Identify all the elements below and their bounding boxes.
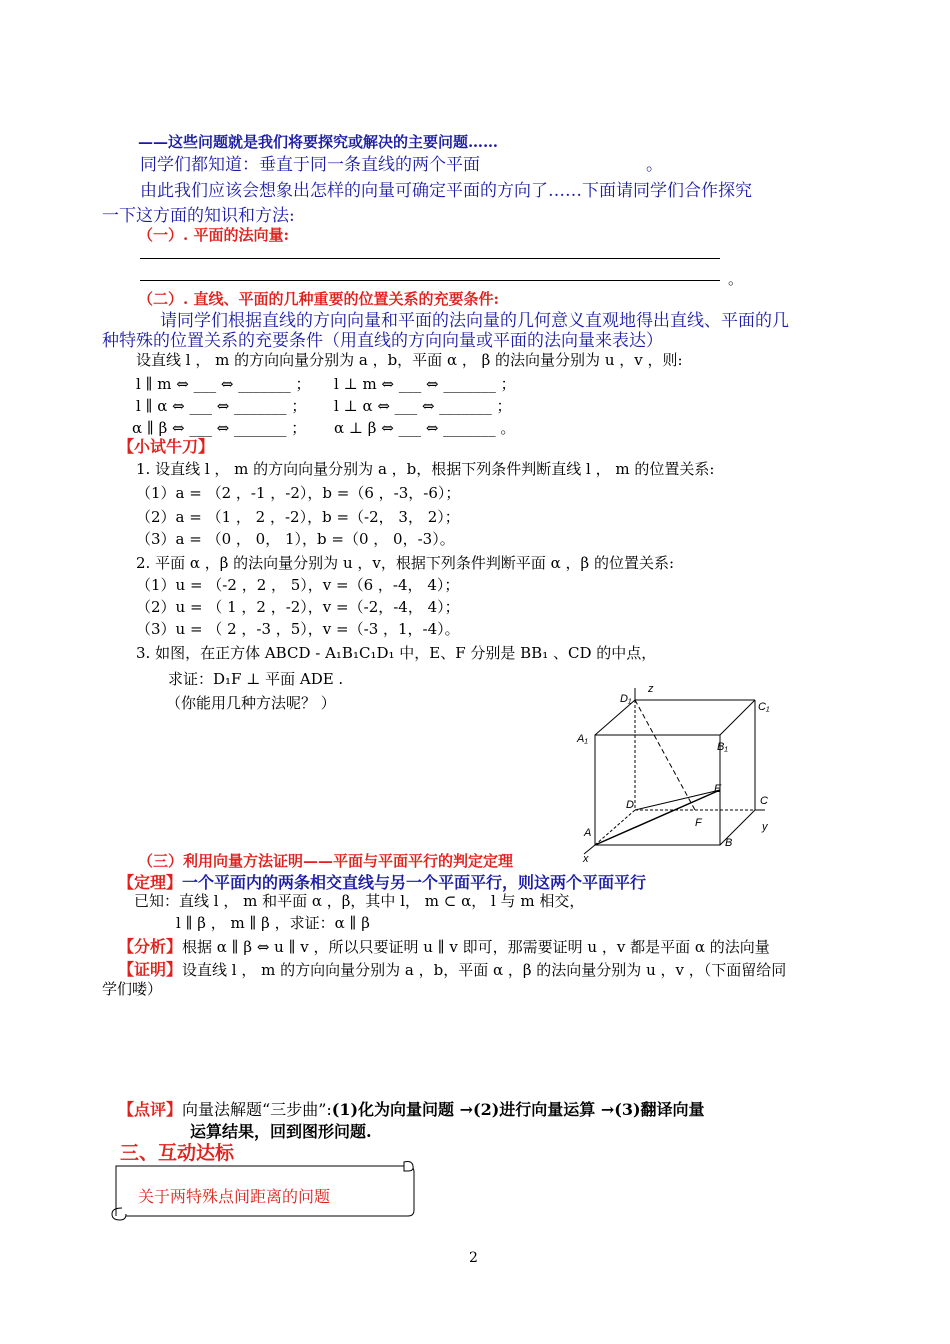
proof-tag: 【证明】 — [118, 960, 183, 979]
analysis-text: 根据 α ∥ β ⇔ u ∥ v ，所以只要证明 u ∥ v 即可，那需要证明 u ，v 都是平面 α 的法向量 — [182, 938, 770, 956]
cube-figure — [570, 680, 780, 870]
label-A: A — [584, 827, 592, 839]
section2-para2: 种特殊的位置关系的充要条件（用直线的方向向量或平面的法向量来表达） — [102, 331, 663, 351]
intro-known-end: 。 — [646, 155, 663, 175]
comment-tag: 【点评】 — [118, 1100, 183, 1119]
comment-line-1 — [118, 1097, 705, 1120]
label-C1: C₁ — [758, 701, 770, 713]
label-A1: A₁ — [577, 733, 588, 745]
answer-line-2 — [140, 280, 720, 281]
practice-q2: 2. 平面 α ，β 的法向量分别为 u ，v，根据下列条件判断平面 α ，β 的位置关系: — [136, 554, 675, 572]
theorem-text: 一个平面内的两条相交直线与另一个平面平行，则这两个平面平行 — [182, 873, 647, 892]
given-line-2: l ∥ β ， m ∥ β ，求证：α ∥ β — [176, 914, 370, 932]
practice-q2-item-2: （2）u = （ 1 ，2 ，-2），v =（-2，-4， 4）； — [136, 598, 460, 616]
analysis-line — [118, 934, 770, 957]
intro-lead-line1: 由此我们应该会想象出怎样的向量可确定平面的方向了……下面请同学们合作探究 — [140, 181, 752, 201]
practice-q1-item-3: （3）a = （0 ， 0， 1），b =（0 ， 0，-3）。 — [136, 530, 455, 548]
relation-row-2-right: l ⊥ α ⇔ ___ ⇔ _______ ； — [334, 397, 512, 415]
relation-row-1-left: l ∥ m ⇔ ___ ⇔ _______ ； — [136, 375, 311, 393]
scroll-text: 关于两特殊点间距离的问题 — [138, 1187, 331, 1206]
comment-line-2: 运算结果，回到图形问题. — [190, 1122, 372, 1141]
theorem-tag: 【定理】 — [118, 873, 183, 892]
label-B: B — [725, 837, 733, 849]
practice-q2-item-1: （1）u = （-2 ，2 ， 5），v =（6 ，-4， 4）； — [136, 576, 460, 594]
section2-setup: 设直线 l ， m 的方向向量分别为 a ，b，平面 α ， β 的法向量分别为 u ，v ，则: — [136, 351, 683, 369]
label-D: D — [626, 799, 634, 811]
practice-q1-item-1: （1）a = （2 ，-1 ，-2），b =（6 ，-3，-6）； — [136, 484, 461, 502]
section2-title: （二）. 直线、平面的几种重要的位置关系的充要条件: — [138, 290, 499, 308]
label-z: z — [648, 683, 654, 695]
label-B1: B₁ — [717, 741, 728, 753]
practice-q3-prove: 求证：D₁F ⊥ 平面 ADE . — [168, 670, 344, 688]
comment-text-a: 向量法解题“三步曲”: — [182, 1100, 332, 1119]
section1-title: （一）. 平面的法向量: — [138, 226, 289, 244]
intro-dash-line: ——这些问题就是我们将要探究或解决的主要问题…… — [138, 133, 499, 151]
proof-line-1 — [118, 957, 786, 980]
practice-q1: 1. 设直线 l ， m 的方向向量分别为 a ，b，根据下列条件判断直线 l ， m 的位置关系: — [136, 460, 715, 478]
practice-q1-item-2: （2）a = （1 ， 2 ，-2），b =（-2， 3， 2）； — [136, 508, 460, 526]
section4-title: 三、互动达标 — [120, 1142, 235, 1164]
label-E: E — [714, 783, 722, 795]
relation-row-3-right: α ⊥ β ⇔ ___ ⇔ _______ 。 — [334, 419, 516, 437]
practice-q3: 3. 如图，在正方体 ABCD - A₁B₁C₁D₁ 中，E、F 分别是 BB₁ 、CD 的中点， — [136, 644, 657, 662]
label-y: y — [762, 821, 768, 833]
practice-title: 【小试牛刀】 — [118, 437, 215, 456]
label-D1: D₁ — [620, 693, 632, 705]
practice-q3-ask: （你能用几种方法呢？ ） — [166, 694, 336, 712]
given-line-1: 已知：直线 l ， m 和平面 α ，β，其中 l， m ⊂ α， l 与 m 相交， — [134, 892, 585, 910]
answer-line-1 — [140, 258, 720, 259]
relation-row-3-left: α ∥ β ⇔ ___ ⇔ _______ ； — [132, 419, 307, 437]
practice-q2-item-3: （3）u = （ 2 ，-3 ，5），v =（-3 ，1，-4）。 — [136, 620, 460, 638]
section1-end-mark: 。 — [728, 270, 744, 288]
proof-line-2: 学们喽） — [102, 980, 163, 998]
section2-para1: 请同学们根据直线的方向向量和平面的法向量的几何意义直观地得出直线、平面的几 — [160, 311, 789, 331]
intro-lead-line2: 一下这方面的知识和方法: — [102, 206, 295, 226]
analysis-tag: 【分析】 — [118, 937, 183, 956]
label-F: F — [695, 817, 702, 829]
intro-known-line: 同学们都知道：垂直于同一条直线的两个平面 — [140, 155, 480, 175]
comment-text-b: (1)化为向量问题 →(2)进行向量运算 →(3)翻译向量 — [331, 1100, 705, 1119]
label-C: C — [760, 795, 768, 807]
relation-row-1-right: l ⊥ m ⇔ ___ ⇔ _______ ； — [334, 375, 516, 393]
label-x: x — [583, 853, 589, 865]
page-number: 2 — [469, 1250, 478, 1266]
proof-text-1: 设直线 l ， m 的方向向量分别为 a ，b，平面 α ，β 的法向量分别为 u ，v ，（下面留给同 — [182, 961, 787, 979]
section3-title: （三）利用向量方法证明——平面与平面平行的判定定理 — [138, 852, 514, 870]
relation-row-2-left: l ∥ α ⇔ ___ ⇔ _______ ； — [136, 397, 307, 415]
